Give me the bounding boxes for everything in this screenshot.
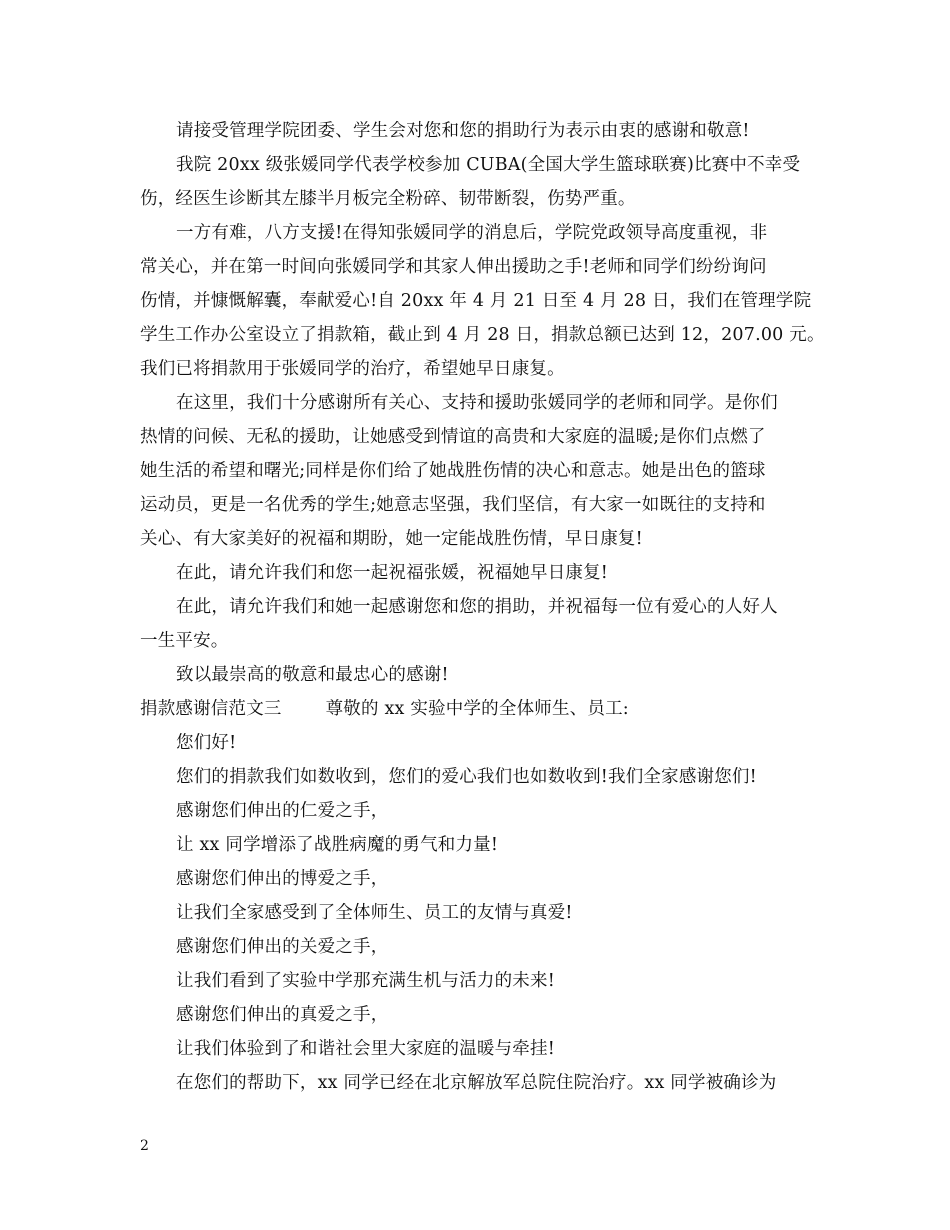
section-title: 捐款感谢信范文三	[140, 699, 282, 719]
paragraph-line: 热情的问候、无私的援助，让她感受到情谊的高贵和大家庭的温暖;是你们点燃了	[140, 427, 766, 447]
section-heading-line	[140, 698, 820, 720]
paragraph-line: 一生平安。	[140, 631, 229, 651]
paragraph-line: 在此，请允许我们和她一起感谢您和您的捐助，并祝福每一位有爱心的人好人	[176, 597, 778, 617]
paragraph-line: 感谢您们伸出的真爱之手，	[176, 1005, 389, 1025]
paragraph-line: 在这里，我们十分感谢所有关心、支持和援助张媛同学的老师和同学。是你们	[176, 393, 778, 413]
paragraph-line: 伤情，并慷慨解囊，奉献爱心!自 20xx 年 4 月 21 日至 4 月 28 日，我们在管理学院	[140, 291, 812, 311]
paragraph-line: 请接受管理学院团委、学生会对您和您的捐助行为表示由衷的感谢和敬意!	[176, 121, 750, 141]
paragraph-line: 让 xx 同学增添了战胜病魔的勇气和力量!	[176, 835, 499, 855]
paragraph-line: 在您们的帮助下，xx 同学已经在北京解放军总院住院治疗。xx 同学被确诊为	[176, 1073, 777, 1093]
paragraph-line: 在此，请允许我们和您一起祝福张媛，祝福她早日康复!	[176, 563, 609, 583]
paragraph-line: 关心、有大家美好的祝福和期盼，她一定能战胜伤情，早日康复!	[140, 529, 643, 549]
paragraph-line: 您们好!	[176, 733, 237, 753]
paragraph-line: 她生活的希望和曙光;同样是你们给了她战胜伤情的决心和意志。她是出色的篮球	[140, 461, 766, 481]
paragraph-line: 伤，经医生诊断其左膝半月板完全粉碎、韧带断裂，伤势严重。	[140, 189, 636, 209]
paragraph-line: 感谢您们伸出的博爱之手，	[176, 869, 389, 889]
paragraph-line: 让我们体验到了和谐社会里大家庭的温暖与牵挂!	[176, 1039, 555, 1059]
paragraph-line: 让我们全家感受到了全体师生、员工的友情与真爱!	[176, 903, 573, 923]
page-number: 2	[140, 1138, 149, 1154]
paragraph-line: 我们已将捐款用于张媛同学的治疗，希望她早日康复。	[140, 359, 565, 379]
letter-salutation: 尊敬的 xx 实验中学的全体师生、员工:	[325, 699, 629, 719]
paragraph-line: 运动员，更是一名优秀的学生;她意志坚强，我们坚信，有大家一如既往的支持和	[140, 495, 766, 515]
paragraph-line: 感谢您们伸出的仁爱之手，	[176, 801, 389, 821]
paragraph-line: 感谢您们伸出的关爱之手，	[176, 937, 389, 957]
paragraph-line: 致以最崇高的敬意和最忠心的感谢!	[176, 665, 449, 685]
paragraph-line: 学生工作办公室设立了捐款箱，截止到 4 月 28 日，捐款总额已达到 12，207.00 元。	[140, 325, 825, 345]
paragraph-line: 常关心，并在第一时间向张媛同学和其家人伸出援助之手!老师和同学们纷纷询问	[140, 257, 767, 277]
paragraph-line: 让我们看到了实验中学那充满生机与活力的未来!	[176, 971, 555, 991]
paragraph-line: 您们的捐款我们如数收到，您们的爱心我们也如数收到!我们全家感谢您们!	[176, 767, 757, 787]
paragraph-line: 一方有难，八方支援!在得知张媛同学的消息后，学院党政领导高度重视，非	[176, 223, 768, 243]
paragraph-line: 我院 20xx 级张媛同学代表学校参加 CUBA(全国大学生篮球联赛)比赛中不幸受	[176, 155, 801, 175]
